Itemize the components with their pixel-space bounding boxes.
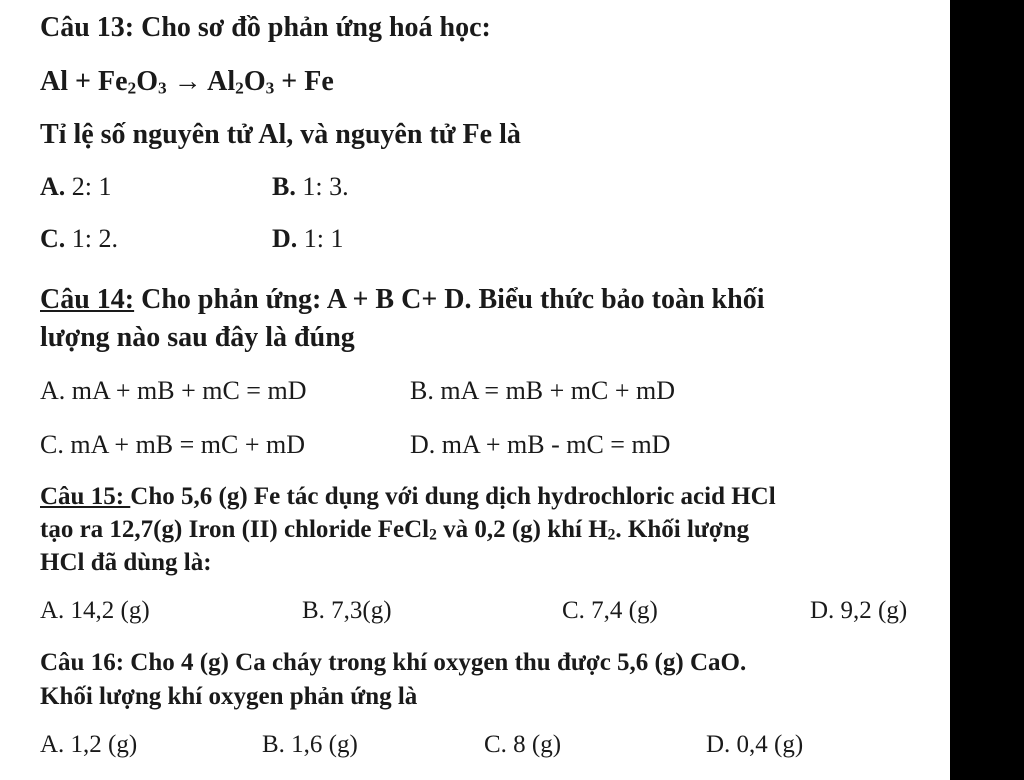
q15-line-1 bbox=[40, 484, 776, 509]
q16-option-c: C. 8 (g) bbox=[484, 731, 562, 758]
q15-option-a: A. 14,2 (g) bbox=[40, 597, 150, 624]
q15-option-b: B. 7,3(g) bbox=[302, 597, 392, 624]
right-black-margin bbox=[950, 0, 1024, 780]
q13-equation bbox=[40, 68, 334, 97]
eq-fe: Fe bbox=[97, 66, 128, 97]
option-letter: A. bbox=[40, 376, 66, 405]
q14-label: Câu 14: bbox=[40, 284, 135, 315]
q14-option-a bbox=[40, 378, 306, 404]
q16-line-1: Câu 16: Cho 4 (g) Ca cháy trong khí oxygen thu được 5,6 (g) CaO. bbox=[40, 649, 747, 676]
eq-fe2: Fe bbox=[304, 66, 334, 97]
option-text: 1: 1 bbox=[297, 224, 344, 253]
eq-o2: O bbox=[243, 66, 266, 97]
option-letter: A. bbox=[40, 172, 66, 201]
option-text: mA + mB - mC = mD bbox=[435, 430, 671, 459]
q15-option-d: D. 9,2 (g) bbox=[810, 597, 908, 624]
eq-o2-sub: 3 bbox=[265, 78, 275, 98]
eq-o-sub: 3 bbox=[157, 78, 167, 98]
option-text: 1: 3. bbox=[295, 172, 349, 201]
q15-text-2c: . Khối lượng bbox=[615, 516, 750, 543]
q16-option-d: D. 0,4 (g) bbox=[706, 731, 804, 758]
option-letter: B. bbox=[272, 172, 296, 201]
q15-text-2b: và 0,2 (g) khí H bbox=[436, 516, 608, 543]
eq-o: O bbox=[136, 66, 158, 97]
q13-option-d bbox=[272, 226, 344, 252]
option-text: 2: 1 bbox=[65, 172, 112, 201]
eq-fe-sub: 2 bbox=[127, 78, 137, 98]
option-letter: C. bbox=[40, 430, 64, 459]
option-text: 1: 2. bbox=[65, 224, 119, 253]
eq-arrow: → bbox=[173, 66, 202, 97]
q13-title: Câu 13: Cho sơ đồ phản ứng hoá học: bbox=[40, 12, 491, 43]
eq-al2-sub: 2 bbox=[235, 78, 244, 98]
eq-plus-1: + bbox=[75, 66, 91, 97]
q14-option-b bbox=[410, 378, 675, 404]
q14-option-c bbox=[40, 432, 305, 458]
option-text: mA + mB + mC = mD bbox=[65, 376, 307, 405]
option-letter: B. bbox=[410, 376, 434, 405]
q15-sub-2: 2 bbox=[607, 526, 616, 544]
eq-al: Al bbox=[40, 66, 68, 97]
q15-option-c: C. 7,4 (g) bbox=[562, 597, 658, 624]
eq-plus-2: + bbox=[281, 66, 298, 97]
q13-option-b bbox=[272, 174, 349, 200]
q16-option-b: B. 1,6 (g) bbox=[262, 731, 358, 758]
q15-text-2a: tạo ra 12,7(g) Iron (II) chloride FeCl bbox=[40, 516, 430, 543]
option-letter: D. bbox=[272, 224, 298, 253]
q13-option-a bbox=[40, 174, 112, 200]
option-text: mA + mB = mC + mD bbox=[63, 430, 306, 459]
q15-line-3: HCl đã dùng là: bbox=[40, 549, 212, 576]
q15-sub-1: 2 bbox=[429, 526, 437, 544]
option-letter: D. bbox=[410, 430, 436, 459]
eq-al2: Al bbox=[207, 66, 236, 97]
q14-line-1 bbox=[40, 286, 764, 314]
option-text: mA = mB + mC + mD bbox=[433, 376, 676, 405]
q13-question: Tỉ lệ số nguyên tử Al, và nguyên tử Fe là bbox=[40, 119, 521, 150]
q16-line-2: Khối lượng khí oxygen phản ứng là bbox=[40, 683, 418, 710]
q15-label: Câu 15: bbox=[40, 483, 131, 510]
q15-text-1: Cho 5,6 (g) Fe tác dụng với dung dịch hydrochloric acid HCl bbox=[130, 483, 776, 510]
q14-line-2: lượng nào sau đây là đúng bbox=[40, 322, 355, 353]
q14-text-1: Cho phản ứng: A + B C+ D. Biểu thức bảo toàn khối bbox=[134, 284, 765, 315]
q16-option-a: A. 1,2 (g) bbox=[40, 731, 138, 758]
option-letter: C. bbox=[40, 224, 66, 253]
q13-option-c bbox=[40, 226, 118, 252]
q14-option-d bbox=[410, 432, 670, 458]
q15-line-2 bbox=[40, 517, 749, 543]
